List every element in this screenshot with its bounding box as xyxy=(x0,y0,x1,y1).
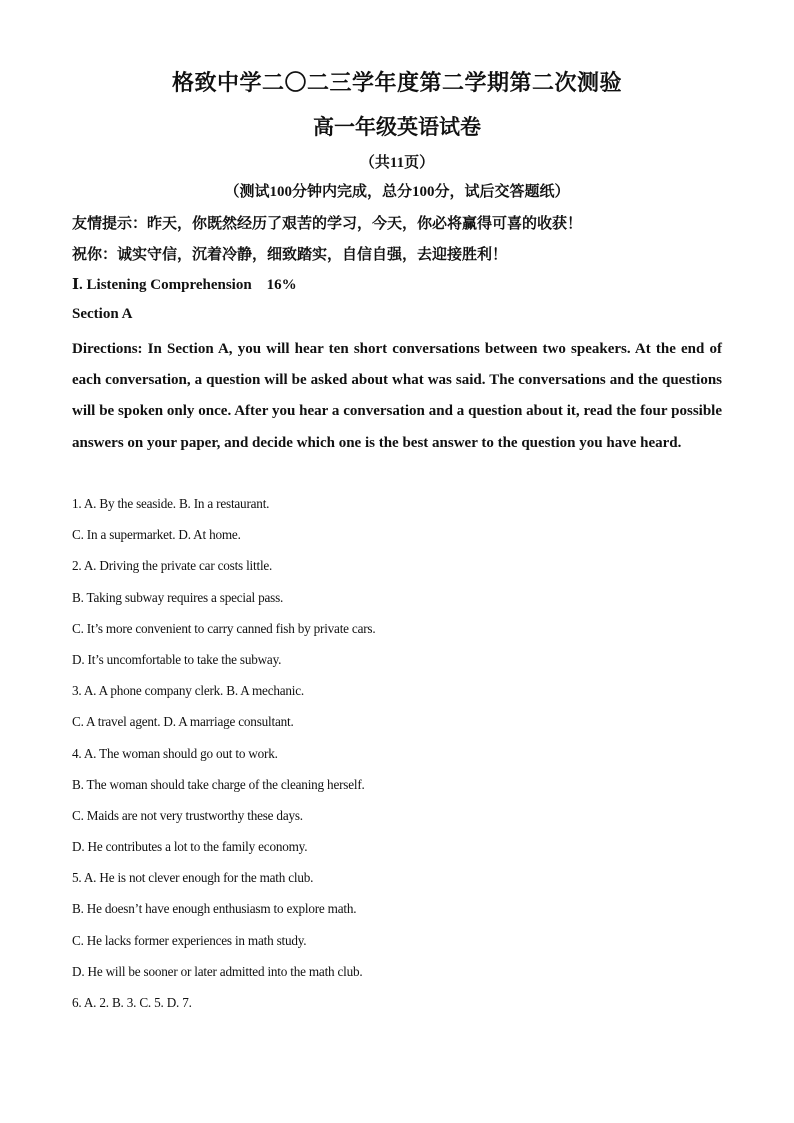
section-heading: Section A xyxy=(72,306,133,322)
question-line: D. It’s uncomfortable to take the subway. xyxy=(72,651,282,667)
question-line: 2. A. Driving the private car costs little. xyxy=(72,558,273,574)
question-line: C. It’s more convenient to carry canned fish by private cars. xyxy=(72,620,376,636)
question-line: 5. A. He is not clever enough for the math club. xyxy=(72,870,314,886)
question-line: 4. A. The woman should go out to work. xyxy=(72,745,278,761)
directions-paragraph: Directions: In Section A, you will hear ten short conversations between two speakers. At the end of each conversation, a question will be asked about what was said. The conversations and the questions will be spoken only once. After you hear a conversation and a question about it, read the four possible answers on your paper, and decide which one is the best answer to the question you have heard. xyxy=(72,341,722,451)
question-line: 3. A. A phone company clerk. B. A mechanic. xyxy=(72,683,305,699)
part-heading: Ⅰ. Listening Comprehension 16% xyxy=(72,277,297,293)
good-wish: 祝你：诚实守信，沉着冷静，细致踏实，自信自强，去迎接胜利！ xyxy=(72,247,508,263)
question-line: B. The woman should take charge of the cleaning herself. xyxy=(72,776,365,792)
question-line: B. He doesn’t have enough enthusiasm to explore math. xyxy=(72,901,357,917)
page-count-note: （共11页） xyxy=(359,155,435,171)
question-line: C. Maids are not very trustworthy these days. xyxy=(72,807,303,823)
friendly-tip: 友情提示：昨天，你既然经历了艰苦的学习，今天，你必将赢得可喜的收获！ xyxy=(72,216,583,232)
exam-instructions-note: （测试100分钟内完成，总分100分，试后交答题纸） xyxy=(224,184,570,200)
question-line: 6. A. 2. B. 3. C. 5. D. 7. xyxy=(72,995,192,1010)
question-line: C. A travel agent. D. A marriage consultant. xyxy=(72,714,294,730)
question-line: C. In a supermarket. D. At home. xyxy=(72,527,241,543)
question-line: B. Taking subway requires a special pass. xyxy=(72,589,284,605)
question-list xyxy=(72,494,722,1024)
question-line: C. He lacks former experiences in math study. xyxy=(72,932,307,948)
exam-title: 格致中学二〇二三学年度第二学期第二次测验 xyxy=(171,70,622,95)
question-line: D. He contributes a lot to the family economy. xyxy=(72,839,308,855)
question-line: 1. A. By the seaside. B. In a restaurant. xyxy=(72,496,270,511)
question-line: D. He will be sooner or later admitted into the math club. xyxy=(72,963,363,979)
exam-subtitle: 高一年级英语试卷 xyxy=(313,115,481,139)
